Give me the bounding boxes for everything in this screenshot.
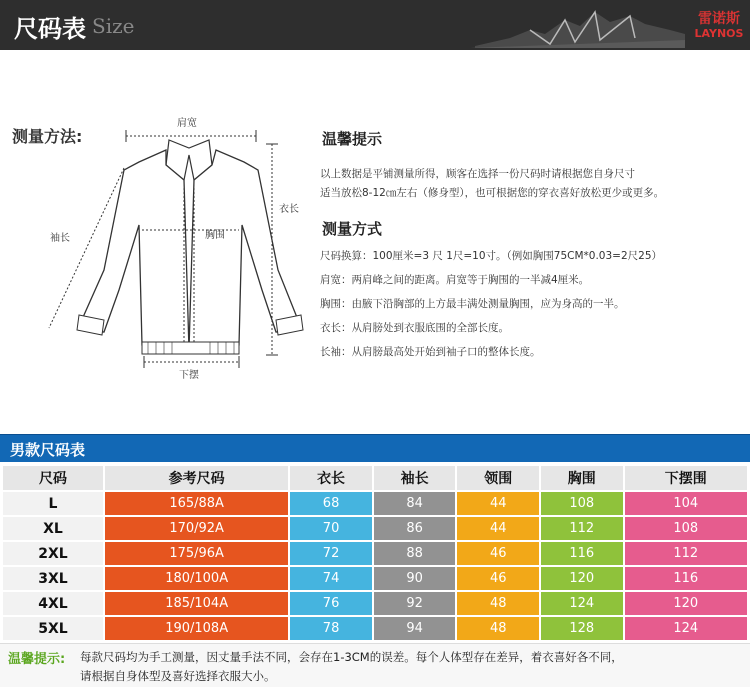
- cell-collar: 46: [457, 542, 539, 565]
- header-bar: [0, 0, 750, 50]
- label-length: 衣长: [279, 204, 299, 215]
- cell-hem: 124: [625, 617, 747, 640]
- measure-title: 测量方式: [322, 220, 383, 238]
- cell-size: 5XL: [3, 617, 103, 640]
- cell-collar: 48: [457, 592, 539, 615]
- cell-size: 4XL: [3, 592, 103, 615]
- cell-collar: 48: [457, 617, 539, 640]
- label-sleeve: 袖长: [50, 233, 70, 244]
- jacket-diagram-icon: [44, 110, 314, 380]
- cell-reference: 170/92A: [105, 517, 288, 540]
- cell-chest: 108: [541, 492, 623, 515]
- cell-length: 74: [290, 567, 372, 590]
- cell-collar: 46: [457, 567, 539, 590]
- method-title: 测量方法:: [12, 127, 83, 146]
- cell-hem: 112: [625, 542, 747, 565]
- cell-hem: 116: [625, 567, 747, 590]
- table-row: [3, 617, 747, 640]
- table-title: 男款尺码表: [10, 441, 86, 459]
- notice-bar: [0, 643, 750, 687]
- cell-hem: 104: [625, 492, 747, 515]
- measure-line-5: 长袖：从肩膀最高处开始到袖子口的整体长度。: [320, 346, 541, 358]
- measure-line-1: 尺码换算：100厘米=3 尺 1尺=10寸。（例如胸围75CM*0.03=2尺25）: [320, 250, 663, 262]
- header-size: 尺码: [3, 466, 103, 490]
- cell-reference: 185/104A: [105, 592, 288, 615]
- cell-length: 70: [290, 517, 372, 540]
- cell-length: 78: [290, 617, 372, 640]
- mountain-icon: [470, 4, 685, 48]
- cell-size: 3XL: [3, 567, 103, 590]
- cell-hem: 108: [625, 517, 747, 540]
- header-length: 衣长: [290, 466, 372, 490]
- table-title-bar: [0, 434, 750, 462]
- tips-line-1: 以上数据是平铺测量所得，顾客在选择一份尺码时请根据您自身尺寸: [320, 168, 635, 180]
- cell-reference: 165/88A: [105, 492, 288, 515]
- measure-line-3: 胸围：由腋下沿胸部的上方最丰满处测量胸围，应为身高的一半。: [320, 298, 625, 310]
- tips-line-2: 适当放松8-12㎝左右（修身型），也可根据您的穿衣喜好放松更少或更多。: [320, 187, 665, 199]
- tips-title: 温馨提示: [322, 130, 383, 148]
- logo-cn-text: 雷诺斯: [698, 11, 740, 27]
- cell-sleeve: 86: [374, 517, 456, 540]
- cell-sleeve: 84: [374, 492, 456, 515]
- measure-line-2: 肩宽：两肩峰之间的距离。肩宽等于胸围的一半减4厘米。: [320, 274, 590, 286]
- cell-sleeve: 94: [374, 617, 456, 640]
- cell-size: XL: [3, 517, 103, 540]
- cell-collar: 44: [457, 517, 539, 540]
- table-row: [3, 492, 747, 515]
- notice-line-1: 每款尺码均为手工测量，因丈量手法不同，会存在1-3CM的误差。每个人体型存在差异，着衣喜好各不同，: [80, 650, 623, 664]
- label-shoulder: 肩宽: [177, 118, 197, 129]
- header-collar: 领围: [457, 466, 539, 490]
- cell-sleeve: 88: [374, 542, 456, 565]
- cell-size: 2XL: [3, 542, 103, 565]
- brand-logo: [690, 6, 748, 44]
- label-hem: 下摆: [179, 370, 199, 381]
- table-row: [3, 567, 747, 590]
- cell-reference: 190/108A: [105, 617, 288, 640]
- header-sleeve: 袖长: [374, 466, 456, 490]
- cell-length: 72: [290, 542, 372, 565]
- measure-line-4: 衣长：从肩膀处到衣服底围的全部长度。: [320, 322, 509, 334]
- cell-length: 68: [290, 492, 372, 515]
- size-table: [1, 464, 749, 642]
- page-subtitle: Size: [92, 14, 135, 38]
- notice-line-2: 请根据自身体型及喜好选择衣服大小。: [80, 669, 276, 683]
- notice-label: 温馨提示:: [8, 652, 66, 667]
- cell-reference: 180/100A: [105, 567, 288, 590]
- logo-en-text: LAYNOS: [694, 27, 744, 40]
- cell-chest: 116: [541, 542, 623, 565]
- table-row: [3, 542, 747, 565]
- page-title: 尺码表: [14, 15, 86, 43]
- header-hem: 下摆围: [625, 466, 747, 490]
- table-row: [3, 592, 747, 615]
- table-row: [3, 517, 747, 540]
- cell-sleeve: 90: [374, 567, 456, 590]
- cell-chest: 128: [541, 617, 623, 640]
- cell-hem: 120: [625, 592, 747, 615]
- header-chest: 胸围: [541, 466, 623, 490]
- header-reference: 参考尺码: [105, 466, 288, 490]
- cell-size: L: [3, 492, 103, 515]
- label-chest: 胸围: [205, 230, 225, 241]
- cell-reference: 175/96A: [105, 542, 288, 565]
- cell-collar: 44: [457, 492, 539, 515]
- cell-chest: 124: [541, 592, 623, 615]
- table-header-row: [3, 466, 747, 490]
- cell-length: 76: [290, 592, 372, 615]
- cell-sleeve: 92: [374, 592, 456, 615]
- cell-chest: 112: [541, 517, 623, 540]
- cell-chest: 120: [541, 567, 623, 590]
